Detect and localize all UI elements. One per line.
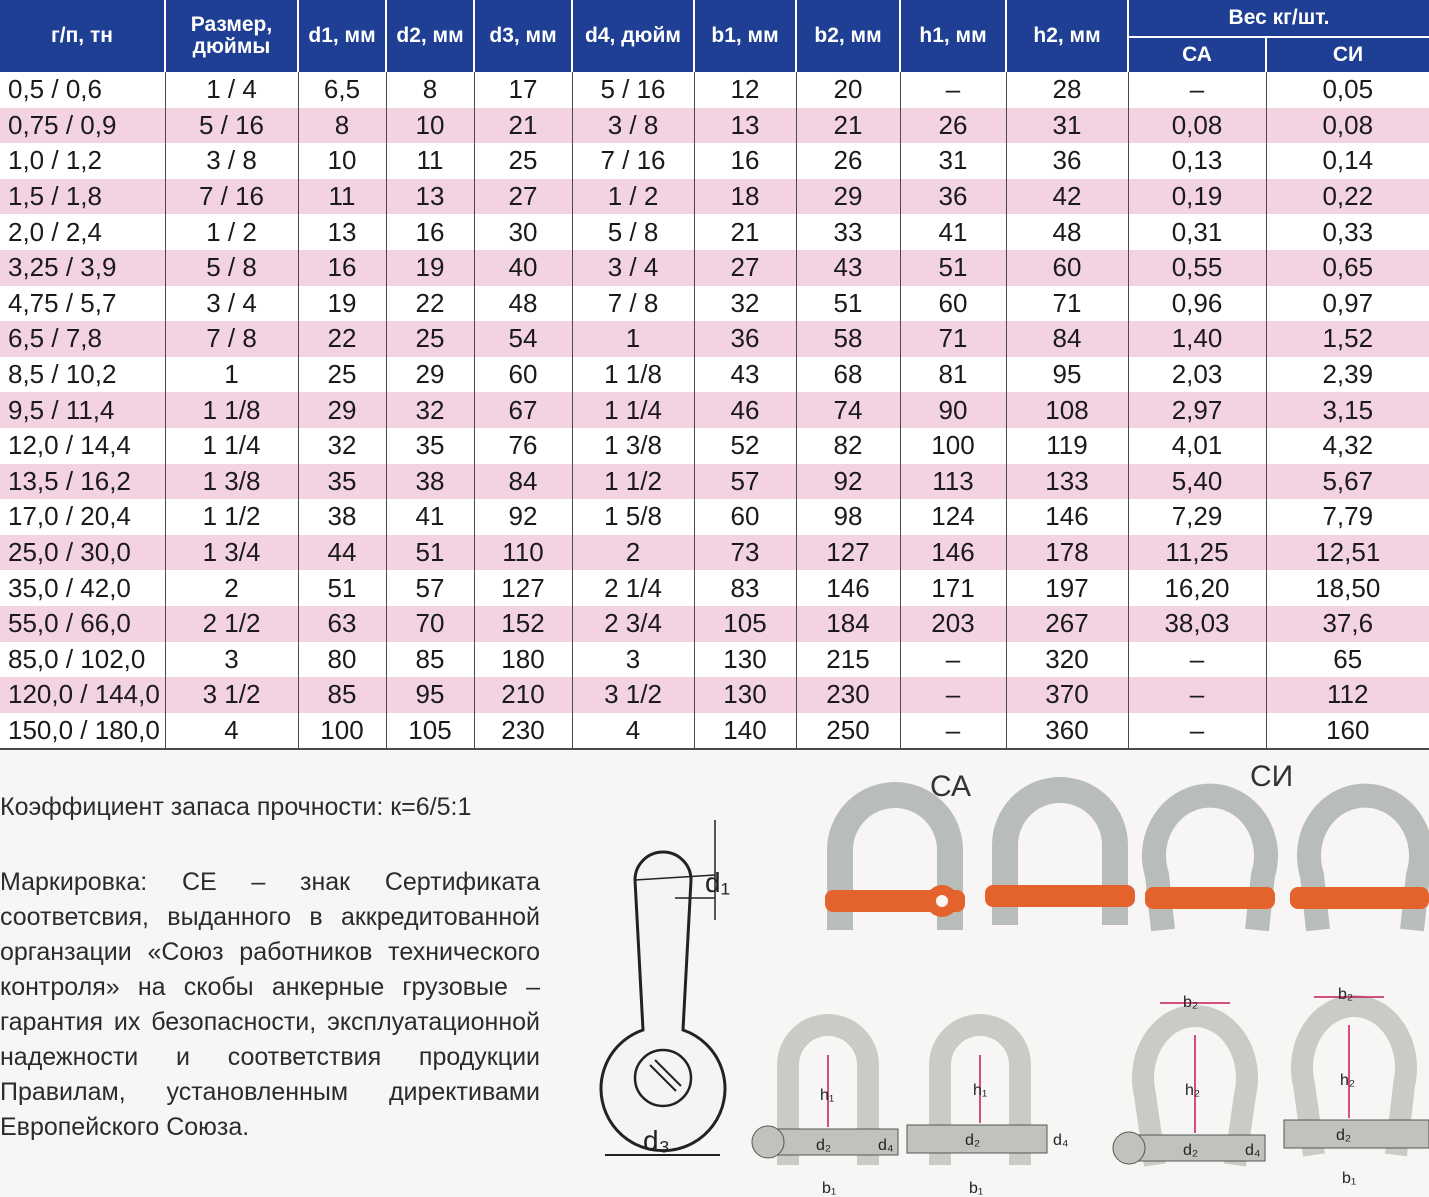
- table-cell: 0,08: [1266, 108, 1429, 144]
- table-cell: –: [900, 677, 1006, 713]
- shackle-photo-si-1: [1135, 785, 1285, 945]
- table-cell: 8: [298, 108, 386, 144]
- table-cell: 1 1/2: [165, 499, 298, 535]
- table-cell: 210: [474, 677, 572, 713]
- header-weight-si: СИ: [1266, 37, 1429, 72]
- table-cell: 230: [796, 677, 900, 713]
- dim-label-h2-b: h₂: [1340, 1072, 1356, 1089]
- table-cell: 2,0 / 2,4: [0, 214, 165, 250]
- table-cell: 27: [694, 250, 796, 286]
- table-cell: 85,0 / 102,0: [0, 642, 165, 678]
- table-cell: 0,65: [1266, 250, 1429, 286]
- table-cell: 84: [1006, 321, 1128, 357]
- table-row: [0, 108, 1429, 144]
- table-cell: 108: [1006, 392, 1128, 428]
- table-cell: 100: [900, 428, 1006, 464]
- table-cell: 11,25: [1128, 535, 1266, 571]
- table-cell: 0,05: [1266, 72, 1429, 108]
- table-cell: 160: [1266, 713, 1429, 750]
- table-cell: 26: [900, 108, 1006, 144]
- table-cell: 150,0 / 180,0: [0, 713, 165, 750]
- table-cell: 7,29: [1128, 499, 1266, 535]
- table-row: [0, 143, 1429, 179]
- table-cell: 0,08: [1128, 108, 1266, 144]
- table-cell: 5,67: [1266, 464, 1429, 500]
- table-cell: –: [900, 642, 1006, 678]
- table-cell: 85: [386, 642, 474, 678]
- table-cell: 95: [386, 677, 474, 713]
- table-cell: 0,13: [1128, 143, 1266, 179]
- header-b1: b1, мм: [694, 0, 796, 72]
- table-row: [0, 286, 1429, 322]
- header-h2: h2, мм: [1006, 0, 1128, 72]
- table-row: [0, 392, 1429, 428]
- table-cell: 60: [1006, 250, 1128, 286]
- table-cell: 3: [165, 642, 298, 678]
- table-cell: 60: [900, 286, 1006, 322]
- table-cell: 22: [298, 321, 386, 357]
- dim-label-b1-b: b₁: [969, 1180, 984, 1197]
- table-cell: 29: [298, 392, 386, 428]
- table-cell: 3,15: [1266, 392, 1429, 428]
- header-h1: h1, мм: [900, 0, 1006, 72]
- table-cell: 1 3/4: [165, 535, 298, 571]
- table-cell: 1: [572, 321, 694, 357]
- table-cell: 105: [386, 713, 474, 750]
- table-cell: 31: [900, 143, 1006, 179]
- table-cell: 6,5 / 7,8: [0, 321, 165, 357]
- table-row: [0, 535, 1429, 571]
- table-cell: 230: [474, 713, 572, 750]
- dim-label-d4-b: d₄: [1053, 1132, 1069, 1149]
- dim-label-d3: d₃: [643, 1125, 670, 1156]
- table-cell: 267: [1006, 606, 1128, 642]
- table-cell: 1 1/4: [572, 392, 694, 428]
- table-cell: 35: [386, 428, 474, 464]
- dim-label-d4-c: d₄: [1245, 1142, 1261, 1159]
- table-row: [0, 357, 1429, 393]
- table-cell: 35,0 / 42,0: [0, 570, 165, 606]
- dim-label-d2-a: d₂: [816, 1137, 832, 1154]
- dim-label-h1-a: h₁: [820, 1087, 835, 1104]
- table-cell: 1 5/8: [572, 499, 694, 535]
- table-cell: 43: [796, 250, 900, 286]
- table-cell: 130: [694, 677, 796, 713]
- table-cell: 68: [796, 357, 900, 393]
- dim-label-b1-c: b₁: [1342, 1170, 1357, 1187]
- table-cell: 360: [1006, 713, 1128, 750]
- table-cell: 7,79: [1266, 499, 1429, 535]
- table-row: [0, 677, 1429, 713]
- table-row: [0, 606, 1429, 642]
- table-cell: 2: [165, 570, 298, 606]
- table-cell: 80: [298, 642, 386, 678]
- table-cell: 3: [572, 642, 694, 678]
- table-cell: 29: [796, 179, 900, 215]
- table-cell: 17,0 / 20,4: [0, 499, 165, 535]
- table-cell: 0,19: [1128, 179, 1266, 215]
- table-cell: 92: [796, 464, 900, 500]
- table-cell: 250: [796, 713, 900, 750]
- table-cell: 60: [694, 499, 796, 535]
- table-cell: 5,40: [1128, 464, 1266, 500]
- table-cell: 25,0 / 30,0: [0, 535, 165, 571]
- table-cell: 33: [796, 214, 900, 250]
- table-cell: 71: [900, 321, 1006, 357]
- table-cell: 65: [1266, 642, 1429, 678]
- header-load: г/п, тн: [0, 0, 165, 72]
- table-cell: 60: [474, 357, 572, 393]
- table-cell: 16: [298, 250, 386, 286]
- table-cell: 19: [386, 250, 474, 286]
- table-cell: 13: [298, 214, 386, 250]
- table-cell: 1 / 2: [572, 179, 694, 215]
- table-cell: 44: [298, 535, 386, 571]
- table-cell: 40: [474, 250, 572, 286]
- table-cell: 113: [900, 464, 1006, 500]
- ce-marking-note: Маркировка: СЕ – знак Сертификата соответсвия, выданного в аккредитованной органзации «Союз работников технического контроля» на скобы анкерные грузовые – гарантия их безопасности, эксплуатационной надежности и соответствия продукции Правилам, установленным директивами Европейского Союза.: [0, 868, 540, 1141]
- table-cell: 57: [694, 464, 796, 500]
- table-cell: 0,75 / 0,9: [0, 108, 165, 144]
- table-cell: 7 / 8: [572, 286, 694, 322]
- table-cell: 0,33: [1266, 214, 1429, 250]
- table-row: [0, 499, 1429, 535]
- table-cell: 10: [386, 108, 474, 144]
- dim-label-d2-d: d₂: [1336, 1127, 1352, 1144]
- table-cell: 197: [1006, 570, 1128, 606]
- header-size: Размер, дюймы: [165, 0, 298, 72]
- table-cell: 70: [386, 606, 474, 642]
- table-cell: 25: [474, 143, 572, 179]
- table-cell: 30: [474, 214, 572, 250]
- table-cell: 3 / 8: [165, 143, 298, 179]
- table-cell: 52: [694, 428, 796, 464]
- table-cell: 0,96: [1128, 286, 1266, 322]
- table-cell: 1 1/4: [165, 428, 298, 464]
- table-cell: 22: [386, 286, 474, 322]
- table-cell: 0,14: [1266, 143, 1429, 179]
- table-cell: –: [1128, 713, 1266, 750]
- table-cell: 19: [298, 286, 386, 322]
- dim-label-b2-b: b₂: [1338, 986, 1354, 1003]
- table-cell: 3 / 4: [165, 286, 298, 322]
- table-cell: 16: [386, 214, 474, 250]
- table-cell: 105: [694, 606, 796, 642]
- dim-label-d4-a: d₄: [878, 1137, 894, 1154]
- spec-table-body: [0, 72, 1429, 749]
- table-cell: 5 / 8: [165, 250, 298, 286]
- table-cell: 74: [796, 392, 900, 428]
- table-cell: 82: [796, 428, 900, 464]
- table-cell: 184: [796, 606, 900, 642]
- table-cell: 1 / 4: [165, 72, 298, 108]
- table-cell: –: [1128, 72, 1266, 108]
- table-cell: 63: [298, 606, 386, 642]
- table-cell: 58: [796, 321, 900, 357]
- table-cell: 8: [386, 72, 474, 108]
- shackle-photo-sa-2: [985, 785, 1135, 945]
- shackle-photo-si-2: [1290, 785, 1429, 945]
- table-cell: 42: [1006, 179, 1128, 215]
- safety-factor-note: Коэффициент запаса прочности: к=6/5:1: [0, 793, 472, 821]
- table-cell: 43: [694, 357, 796, 393]
- table-cell: 7 / 16: [165, 179, 298, 215]
- table-cell: 31: [1006, 108, 1128, 144]
- table-cell: 12,0 / 14,4: [0, 428, 165, 464]
- table-cell: 2 3/4: [572, 606, 694, 642]
- table-cell: 5 / 16: [165, 108, 298, 144]
- header-d2: d2, мм: [386, 0, 474, 72]
- table-cell: 12: [694, 72, 796, 108]
- table-cell: 13,5 / 16,2: [0, 464, 165, 500]
- table-cell: 41: [386, 499, 474, 535]
- table-cell: 16,20: [1128, 570, 1266, 606]
- table-cell: 51: [386, 535, 474, 571]
- table-cell: 215: [796, 642, 900, 678]
- table-cell: 370: [1006, 677, 1128, 713]
- shackle-drawing-si-bolt: [1284, 985, 1429, 1185]
- table-cell: 2,39: [1266, 357, 1429, 393]
- table-cell: 38,03: [1128, 606, 1266, 642]
- table-cell: 3 / 4: [572, 250, 694, 286]
- table-cell: 5 / 8: [572, 214, 694, 250]
- shackle-drawing-sa-bolt: [905, 1015, 1075, 1195]
- table-cell: 71: [1006, 286, 1128, 322]
- table-cell: 1 1/8: [572, 357, 694, 393]
- dim-label-d2-b: d₂: [965, 1132, 981, 1149]
- table-cell: 0,5 / 0,6: [0, 72, 165, 108]
- table-cell: 112: [1266, 677, 1429, 713]
- table-cell: 46: [694, 392, 796, 428]
- table-cell: 4,32: [1266, 428, 1429, 464]
- table-cell: 26: [796, 143, 900, 179]
- table-cell: 95: [1006, 357, 1128, 393]
- table-cell: 146: [900, 535, 1006, 571]
- table-cell: 73: [694, 535, 796, 571]
- table-cell: 8,5 / 10,2: [0, 357, 165, 393]
- table-cell: 119: [1006, 428, 1128, 464]
- table-cell: 48: [1006, 214, 1128, 250]
- table-row: [0, 214, 1429, 250]
- table-cell: 3 / 8: [572, 108, 694, 144]
- table-cell: 110: [474, 535, 572, 571]
- table-cell: 41: [900, 214, 1006, 250]
- table-cell: 0,55: [1128, 250, 1266, 286]
- table-cell: 3,25 / 3,9: [0, 250, 165, 286]
- dim-label-h1-b: h₁: [973, 1082, 988, 1099]
- table-cell: 2,97: [1128, 392, 1266, 428]
- shackle-drawing-sa-eye: [748, 1015, 908, 1195]
- table-cell: 133: [1006, 464, 1128, 500]
- table-cell: 100: [298, 713, 386, 750]
- table-cell: 98: [796, 499, 900, 535]
- table-cell: 7 / 16: [572, 143, 694, 179]
- table-cell: 81: [900, 357, 1006, 393]
- table-cell: 36: [900, 179, 1006, 215]
- table-row: [0, 179, 1429, 215]
- table-cell: 1 3/8: [572, 428, 694, 464]
- table-cell: 13: [386, 179, 474, 215]
- table-cell: –: [1128, 642, 1266, 678]
- table-cell: 25: [386, 321, 474, 357]
- table-cell: 3 1/2: [165, 677, 298, 713]
- table-cell: 76: [474, 428, 572, 464]
- table-row: [0, 72, 1429, 108]
- table-cell: 32: [386, 392, 474, 428]
- table-row: [0, 570, 1429, 606]
- header-d1: d1, мм: [298, 0, 386, 72]
- table-cell: 146: [796, 570, 900, 606]
- dim-label-b2-a: b₂: [1183, 994, 1199, 1011]
- table-cell: 21: [796, 108, 900, 144]
- table-cell: 0,22: [1266, 179, 1429, 215]
- table-cell: 1: [165, 357, 298, 393]
- table-cell: 1 1/2: [572, 464, 694, 500]
- table-cell: 84: [474, 464, 572, 500]
- table-cell: 1,5 / 1,8: [0, 179, 165, 215]
- table-cell: 11: [298, 179, 386, 215]
- table-cell: 2 1/2: [165, 606, 298, 642]
- table-cell: 57: [386, 570, 474, 606]
- table-cell: 92: [474, 499, 572, 535]
- table-cell: 146: [1006, 499, 1128, 535]
- table-cell: 127: [796, 535, 900, 571]
- table-cell: 90: [900, 392, 1006, 428]
- table-cell: 127: [474, 570, 572, 606]
- table-cell: 0,97: [1266, 286, 1429, 322]
- header-b2: b2, мм: [796, 0, 900, 72]
- table-cell: 32: [298, 428, 386, 464]
- table-cell: 4: [572, 713, 694, 750]
- photo-label-sa: СА: [930, 770, 972, 803]
- table-row: [0, 642, 1429, 678]
- header-d3: d3, мм: [474, 0, 572, 72]
- table-cell: 27: [474, 179, 572, 215]
- table-cell: 11: [386, 143, 474, 179]
- table-cell: 32: [694, 286, 796, 322]
- table-cell: 203: [900, 606, 1006, 642]
- table-cell: 37,6: [1266, 606, 1429, 642]
- table-cell: 20: [796, 72, 900, 108]
- table-cell: 124: [900, 499, 1006, 535]
- table-cell: 0,31: [1128, 214, 1266, 250]
- table-cell: 51: [298, 570, 386, 606]
- table-row: [0, 428, 1429, 464]
- table-cell: 51: [796, 286, 900, 322]
- table-cell: 1,0 / 1,2: [0, 143, 165, 179]
- table-cell: 320: [1006, 642, 1128, 678]
- table-cell: 18: [694, 179, 796, 215]
- table-cell: 1 1/8: [165, 392, 298, 428]
- table-cell: 7 / 8: [165, 321, 298, 357]
- table-cell: –: [1128, 677, 1266, 713]
- table-cell: 6,5: [298, 72, 386, 108]
- table-cell: 1 / 2: [165, 214, 298, 250]
- table-cell: 4,75 / 5,7: [0, 286, 165, 322]
- table-cell: –: [900, 713, 1006, 750]
- table-cell: 16: [694, 143, 796, 179]
- table-cell: 178: [1006, 535, 1128, 571]
- table-cell: 51: [900, 250, 1006, 286]
- table-cell: 29: [386, 357, 474, 393]
- shackle-drawing-si-eye: [1105, 995, 1285, 1195]
- table-cell: 17: [474, 72, 572, 108]
- table-cell: 5 / 16: [572, 72, 694, 108]
- photo-label-si: СИ: [1250, 760, 1294, 793]
- table-cell: 1,40: [1128, 321, 1266, 357]
- table-cell: 54: [474, 321, 572, 357]
- table-cell: 25: [298, 357, 386, 393]
- table-cell: 18,50: [1266, 570, 1429, 606]
- dim-label-d1: d₁: [705, 867, 731, 898]
- table-cell: 9,5 / 11,4: [0, 392, 165, 428]
- table-cell: –: [900, 72, 1006, 108]
- table-cell: 13: [694, 108, 796, 144]
- table-row: [0, 464, 1429, 500]
- table-cell: 12,51: [1266, 535, 1429, 571]
- table-cell: 120,0 / 144,0: [0, 677, 165, 713]
- header-d4: d4, дюйм: [572, 0, 694, 72]
- dim-label-b1-a: b₁: [822, 1180, 837, 1197]
- table-cell: 48: [474, 286, 572, 322]
- table-cell: 171: [900, 570, 1006, 606]
- table-cell: 38: [386, 464, 474, 500]
- table-cell: 55,0 / 66,0: [0, 606, 165, 642]
- table-cell: 2,03: [1128, 357, 1266, 393]
- shackle-photo-sa-1: [820, 790, 970, 950]
- table-cell: 28: [1006, 72, 1128, 108]
- table-cell: 130: [694, 642, 796, 678]
- table-cell: 2: [572, 535, 694, 571]
- table-row: [0, 250, 1429, 286]
- table-cell: 85: [298, 677, 386, 713]
- table-cell: 140: [694, 713, 796, 750]
- table-cell: 38: [298, 499, 386, 535]
- table-row: [0, 321, 1429, 357]
- table-cell: 152: [474, 606, 572, 642]
- table-cell: 21: [474, 108, 572, 144]
- table-cell: 2 1/4: [572, 570, 694, 606]
- table-cell: 180: [474, 642, 572, 678]
- table-cell: 36: [694, 321, 796, 357]
- table-row: [0, 713, 1429, 750]
- dim-label-d2-c: d₂: [1183, 1142, 1199, 1159]
- table-cell: 67: [474, 392, 572, 428]
- table-cell: 21: [694, 214, 796, 250]
- table-cell: 3 1/2: [572, 677, 694, 713]
- table-cell: 83: [694, 570, 796, 606]
- table-cell: 1 3/8: [165, 464, 298, 500]
- header-weight-sa: СА: [1128, 37, 1266, 72]
- header-weight-group: Вес кг/шт.: [1128, 0, 1429, 37]
- table-cell: 4: [165, 713, 298, 750]
- table-cell: 4,01: [1128, 428, 1266, 464]
- table-cell: 1,52: [1266, 321, 1429, 357]
- table-cell: 36: [1006, 143, 1128, 179]
- dim-label-h2-a: h₂: [1185, 1082, 1201, 1099]
- table-cell: 35: [298, 464, 386, 500]
- table-cell: 10: [298, 143, 386, 179]
